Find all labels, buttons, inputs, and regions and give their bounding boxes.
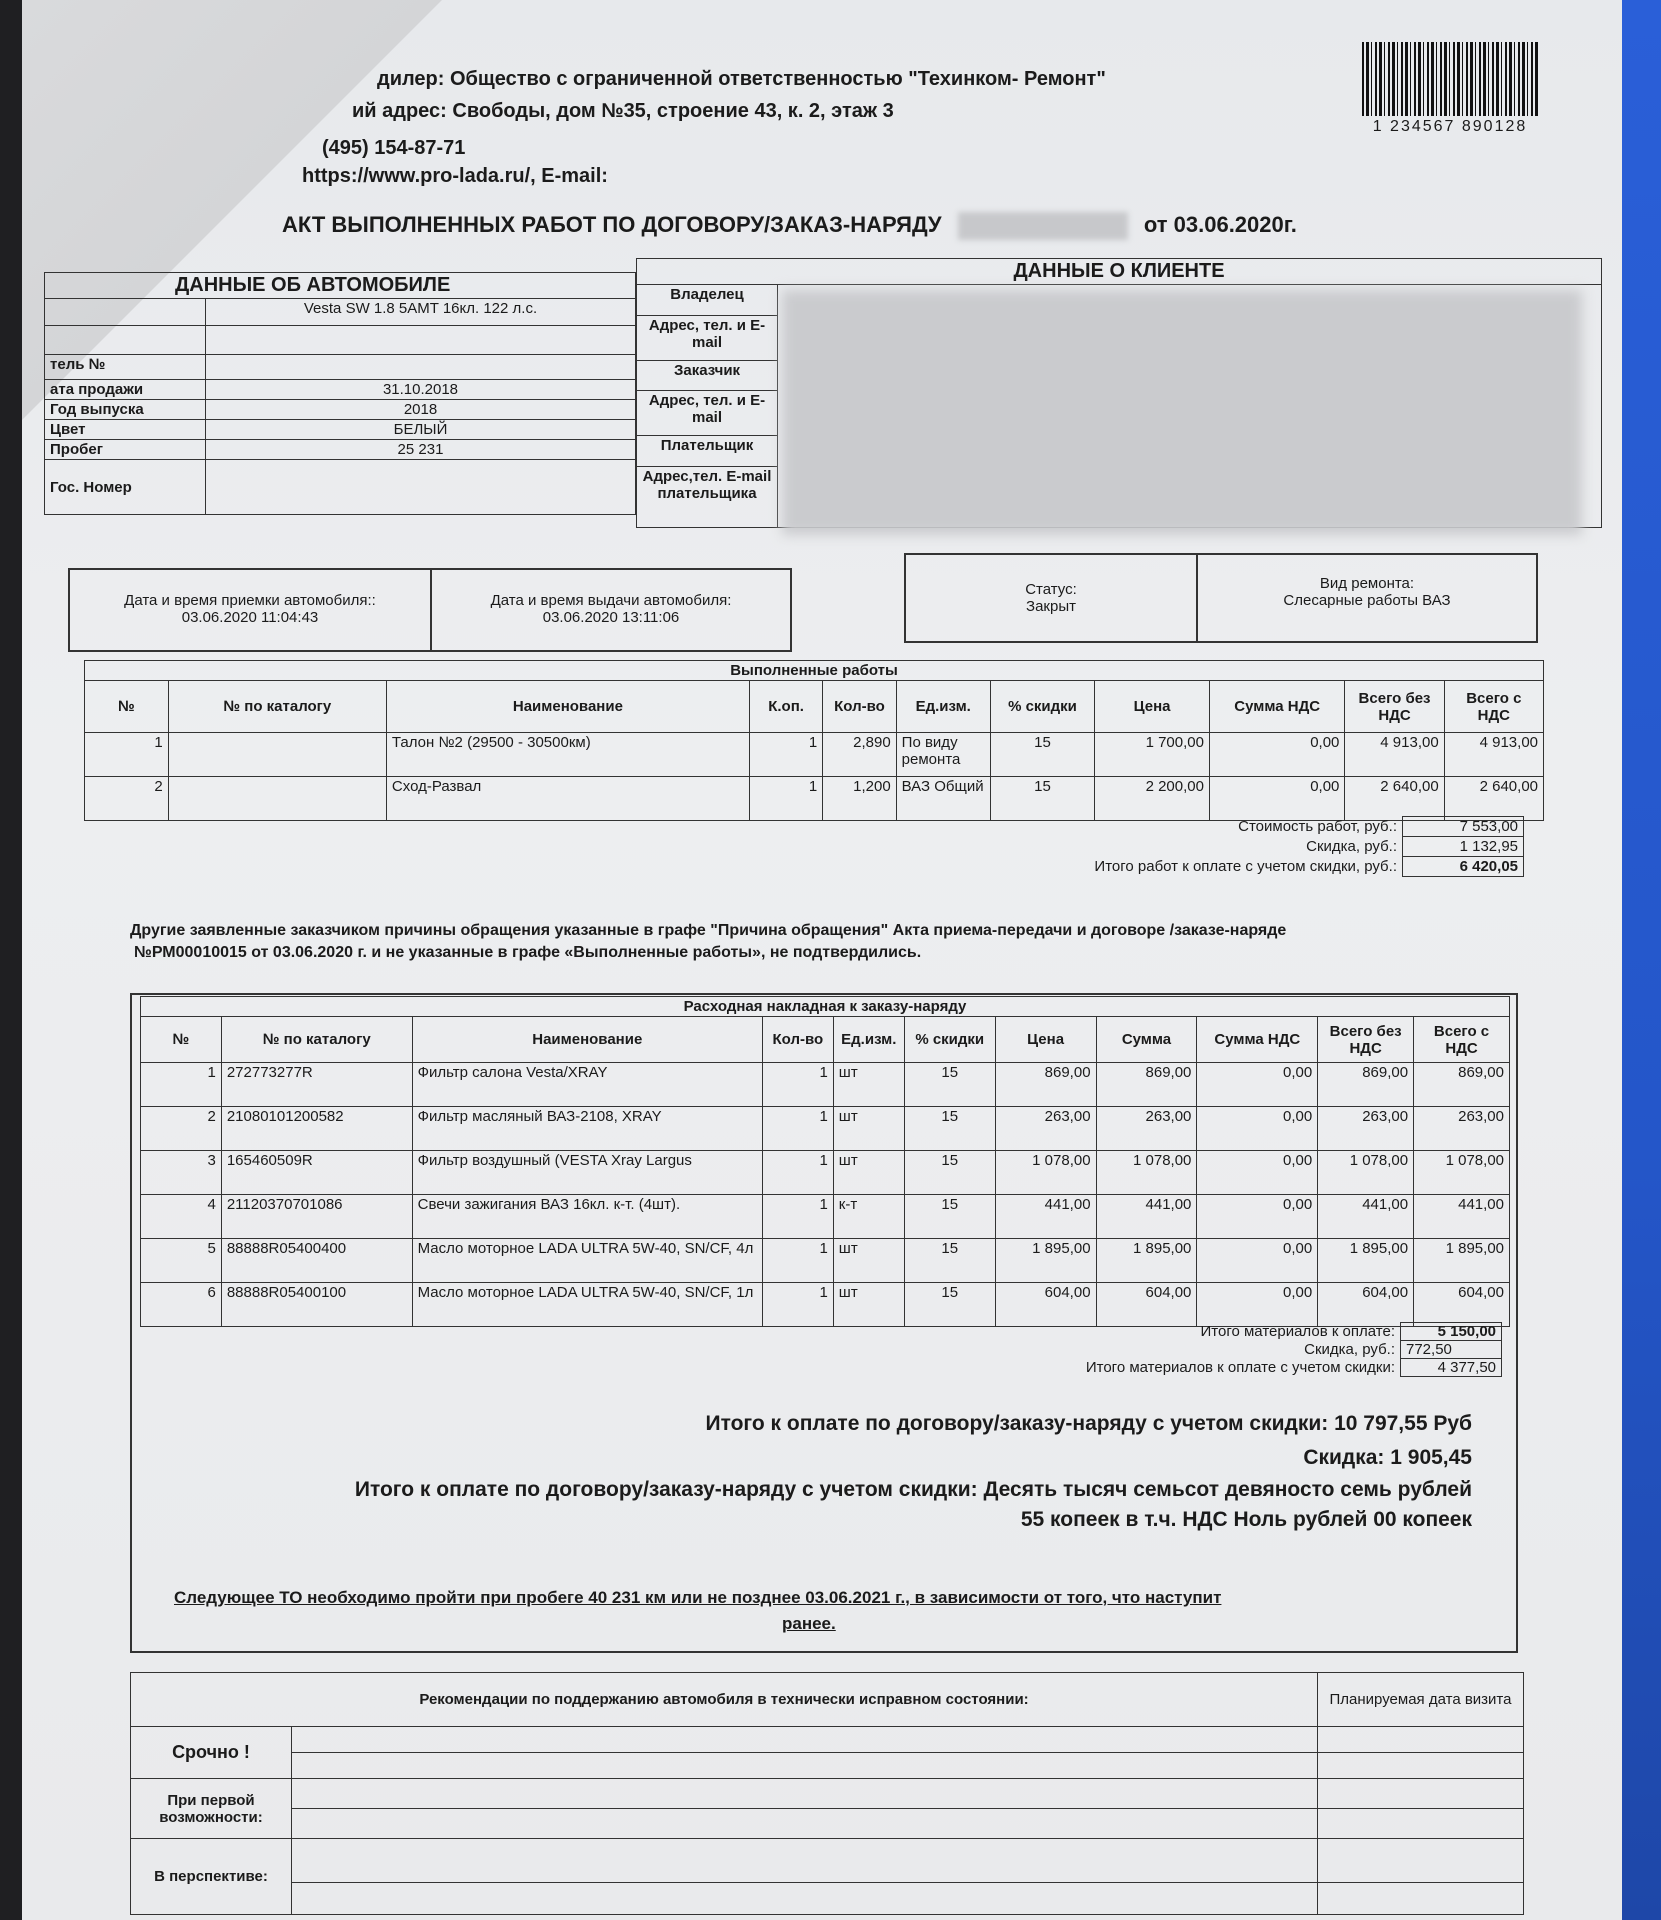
mat-cell-gross: 1 895,00 (1414, 1239, 1510, 1283)
status-label: Статус: (1025, 581, 1077, 598)
mat-cell-qty: 1 (762, 1283, 833, 1327)
works-col-vat: Сумма НДС (1209, 681, 1344, 733)
materials-rows (141, 1063, 1510, 1327)
mat-cell-vat: 0,00 (1197, 1195, 1318, 1239)
car-label-4: Пробег (45, 440, 206, 460)
car-value-0 (206, 355, 636, 380)
mat-cell-net: 441,00 (1318, 1195, 1414, 1239)
works-col-kop: К.оп. (749, 681, 822, 733)
mat-cell-disc: 15 (904, 1195, 995, 1239)
mat-cell-cat: 21120370701086 (221, 1195, 412, 1239)
mat-cell-cat: 88888R05400400 (221, 1239, 412, 1283)
title-date: от 03.06.2020г. (1143, 212, 1297, 237)
table-row: 1 Талон №2 (29500 - 30500км) 1 2,890 По виду ремонта 15 1 700,00 0,00 4 913,00 4 913,00 (85, 733, 1544, 777)
mat-col-price: Цена (995, 1017, 1096, 1063)
car-label-5: Гос. Номер (45, 460, 206, 515)
mat-col-name: Наименование (412, 1017, 762, 1063)
mat-cell-unit: шт (833, 1063, 904, 1107)
mat-cell-price: 1 895,00 (995, 1239, 1096, 1283)
mat-cell-sum: 263,00 (1096, 1107, 1197, 1151)
mat-cell-n: 2 (141, 1107, 222, 1151)
car-value-3: БЕЛЫЙ (206, 420, 636, 440)
mat-cell-net: 1 078,00 (1318, 1151, 1414, 1195)
mat-cell-price: 604,00 (995, 1283, 1096, 1327)
works-cost: 7 553,00 (1403, 817, 1524, 837)
mat-col-qty: Кол-во (762, 1017, 833, 1063)
mat-cell-qty: 1 (762, 1239, 833, 1283)
works-col-gross: Всего с НДС (1444, 681, 1543, 733)
mat-total: 5 150,00 (1401, 1323, 1502, 1341)
mat-cell-cat: 165460509R (221, 1151, 412, 1195)
mat-col-unit: Ед.изм. (833, 1017, 904, 1063)
car-value-2: 2018 (206, 400, 636, 420)
mat-cell-qty: 1 (762, 1195, 833, 1239)
mat-cell-cat: 88888R05400100 (221, 1283, 412, 1327)
mat-cell-net: 263,00 (1318, 1107, 1414, 1151)
mat-cell-name: Свечи зажигания ВАЗ 16кл. к-т. (4шт). (412, 1195, 762, 1239)
next-service-line1: Следующее ТО необходимо пройти при пробеге 40 231 км или не позднее 03.06.2021 г., в зависимости от того, что наступит (174, 1588, 1222, 1607)
materials-totals (1022, 1322, 1502, 1377)
mat-cell-vat: 0,00 (1197, 1239, 1318, 1283)
materials-header: Расходная накладная к заказу-наряду (141, 997, 1510, 1017)
works-col-unit: Ед.изм. (896, 681, 990, 733)
client-label-1: Адрес, тел. и E-mail (637, 315, 778, 360)
note-line2: №РМ00010015 от 03.06.2020 г. и не указанные в графе «Выполненные работы», не подтвердились. (134, 944, 922, 961)
mat-final: 4 377,50 (1401, 1359, 1502, 1377)
car-value-4: 25 231 (206, 440, 636, 460)
car-header: ДАННЫЕ ОБ АВТОМОБИЛЕ (45, 273, 636, 299)
car-label-2: Год выпуска (45, 400, 206, 420)
materials-table (140, 996, 1510, 1327)
works-discount: 1 132,95 (1403, 837, 1524, 857)
mat-final-label: Итого материалов к оплате с учетом скидки: (1085, 1358, 1395, 1376)
works-col-cat: № по каталогу (168, 681, 386, 733)
client-header: ДАННЫЕ О КЛИЕНТЕ (637, 259, 1602, 285)
grand-total-line3: Итого к оплате по договору/заказу-наряду с учетом скидки: Десять тысяч семьсот девяносто семь рублей (354, 1478, 1472, 1501)
recommend-future: В перспективе: (131, 1839, 292, 1915)
mat-cell-disc: 15 (904, 1239, 995, 1283)
accept-label: Дата и время приемки автомобиля:: (124, 592, 376, 609)
mat-cell-cat: 21080101200582 (221, 1107, 412, 1151)
dates-box (68, 568, 792, 652)
mat-col-gross: Всего с НДС (1414, 1017, 1510, 1063)
mat-cell-unit: шт (833, 1107, 904, 1151)
mat-col-sum: Сумма (1096, 1017, 1197, 1063)
mat-cell-n: 4 (141, 1195, 222, 1239)
mat-cell-vat: 0,00 (1197, 1107, 1318, 1151)
mat-col-cat: № по каталогу (221, 1017, 412, 1063)
client-label-4: Плательщик (637, 436, 778, 467)
works-col-price: Цена (1095, 681, 1210, 733)
mat-cell-net: 1 895,00 (1318, 1239, 1414, 1283)
mat-cell-sum: 604,00 (1096, 1283, 1197, 1327)
grand-total-line4: 55 копеек в т.ч. НДС Ноль рублей 00 копеек (1020, 1508, 1472, 1531)
mat-cell-price: 1 078,00 (995, 1151, 1096, 1195)
table-row (141, 1063, 1510, 1107)
mat-cell-sum: 1 895,00 (1096, 1239, 1197, 1283)
recommend-first: При первой возможности: (131, 1779, 292, 1839)
grand-total-line1: Итого к оплате по договору/заказу-наряду с учетом скидки: 10 797,55 Руб (705, 1412, 1472, 1435)
mat-cell-unit: к-т (833, 1195, 904, 1239)
client-label-5: Адрес,тел. E-mail плательщика (637, 467, 778, 528)
mat-cell-qty: 1 (762, 1063, 833, 1107)
client-label-3: Адрес, тел. и E-mail (637, 391, 778, 436)
redacted-client-info (782, 290, 1582, 535)
car-label-1: ата продажи (45, 380, 206, 400)
mat-cell-disc: 15 (904, 1151, 995, 1195)
works-cost-label: Стоимость работ, руб.: (1238, 817, 1397, 835)
mat-col-n: № (141, 1017, 222, 1063)
mat-cell-gross: 869,00 (1414, 1063, 1510, 1107)
works-total-label: Итого работ к оплате с учетом скидки, руб.: (1094, 857, 1397, 875)
issue-value: 03.06.2020 13:11:06 (542, 609, 680, 626)
dealer-line4: https://www.pro-lada.ru/, E-mail: (302, 165, 608, 187)
redacted-order-number (958, 212, 1128, 240)
mat-cell-name: Фильтр масляный ВАЗ-2108, XRAY (412, 1107, 762, 1151)
mat-cell-disc: 15 (904, 1063, 995, 1107)
document-title (282, 212, 1297, 240)
issue-label: Дата и время выдачи автомобиля: (490, 592, 732, 609)
table-row: 2 Сход-Развал 1 1,200 ВАЗ Общий 15 2 200,00 0,00 2 640,00 2 640,00 (85, 777, 1544, 821)
mat-cell-name: Масло моторное LADA ULTRA 5W-40, SN/CF, 1л (412, 1283, 762, 1327)
mat-cell-price: 441,00 (995, 1195, 1096, 1239)
repair-value: Слесарные работы ВАЗ (1283, 592, 1451, 609)
table-row (141, 1151, 1510, 1195)
dealer-line3: (495) 154-87-71 (322, 137, 466, 159)
mat-cell-name: Фильтр воздушный (VESTA Xray Largus (412, 1151, 762, 1195)
mat-cell-gross: 441,00 (1414, 1195, 1510, 1239)
next-service-line2: ранее. (782, 1614, 836, 1633)
barcode-bars (1362, 42, 1538, 116)
car-value-5 (206, 460, 636, 515)
document-page (22, 0, 1622, 1920)
status-value: Закрыт (1026, 598, 1076, 615)
mat-cell-name: Масло моторное LADA ULTRA 5W-40, SN/CF, 4л (412, 1239, 762, 1283)
mat-cell-n: 5 (141, 1239, 222, 1283)
mat-cell-n: 3 (141, 1151, 222, 1195)
works-table (84, 660, 1544, 821)
mat-col-vat: Сумма НДС (1197, 1017, 1318, 1063)
recommend-header: Рекомендации по поддержанию автомобиля в технически исправном состоянии: (131, 1673, 1318, 1727)
dealer-line2: ий адрес: Свободы, дом №35, строение 43, к. 2, этаж 3 (352, 100, 894, 122)
mat-cell-net: 604,00 (1318, 1283, 1414, 1327)
recommend-urgent: Срочно ! (131, 1727, 292, 1779)
mat-cell-qty: 1 (762, 1151, 833, 1195)
mat-cell-cat: 272773277R (221, 1063, 412, 1107)
works-totals (982, 816, 1524, 877)
car-model: Vesta SW 1.8 5AMT 16кл. 122 л.с. (206, 299, 636, 326)
barcode-number: 1 234567 890128 (1372, 118, 1528, 135)
mat-cell-vat: 0,00 (1197, 1283, 1318, 1327)
works-col-name: Наименование (386, 681, 749, 733)
grand-total-line2: Скидка: 1 905,45 (1303, 1446, 1472, 1469)
works-header: Выполненные работы (85, 661, 1544, 681)
client-label-2: Заказчик (637, 360, 778, 391)
works-discount-label: Скидка, руб.: (1306, 837, 1397, 855)
mat-cell-gross: 1 078,00 (1414, 1151, 1510, 1195)
repair-label: Вид ремонта: (1319, 575, 1415, 592)
mat-cell-name: Фильтр салона Vesta/XRAY (412, 1063, 762, 1107)
barcode (1362, 42, 1538, 136)
car-label-0: тель № (45, 355, 206, 380)
mat-cell-price: 263,00 (995, 1107, 1096, 1151)
works-total: 6 420,05 (1403, 857, 1524, 877)
works-col-disc: % скидки (990, 681, 1094, 733)
mat-discount: 772,50 (1401, 1341, 1502, 1359)
mat-cell-qty: 1 (762, 1107, 833, 1151)
title-main: АКТ ВЫПОЛНЕННЫХ РАБОТ ПО ДОГОВОРУ/ЗАКАЗ-НАРЯДУ (282, 212, 942, 237)
table-row (141, 1239, 1510, 1283)
car-label-3: Цвет (45, 420, 206, 440)
mat-cell-disc: 15 (904, 1283, 995, 1327)
mat-cell-n: 6 (141, 1283, 222, 1327)
mat-cell-unit: шт (833, 1283, 904, 1327)
dealer-line1: дилер: Общество с ограниченной ответственностью "Техинком- Ремонт" (377, 68, 1106, 90)
car-data-table (44, 272, 636, 515)
works-col-qty: Кол-во (823, 681, 896, 733)
mat-total-label: Итого материалов к оплате: (1200, 1322, 1395, 1340)
mat-col-disc: % скидки (904, 1017, 995, 1063)
mat-cell-vat: 0,00 (1197, 1063, 1318, 1107)
mat-cell-sum: 869,00 (1096, 1063, 1197, 1107)
works-col-net: Всего без НДС (1345, 681, 1444, 733)
table-row (141, 1283, 1510, 1327)
note-line1: Другие заявленные заказчиком причины обращения указанные в графе "Причина обращения" Акта приема-передачи и договоре /заказе-наряде (130, 922, 1287, 939)
mat-col-net: Всего без НДС (1318, 1017, 1414, 1063)
mat-cell-vat: 0,00 (1197, 1151, 1318, 1195)
table-row (141, 1107, 1510, 1151)
mat-cell-sum: 441,00 (1096, 1195, 1197, 1239)
mat-cell-unit: шт (833, 1239, 904, 1283)
mat-cell-sum: 1 078,00 (1096, 1151, 1197, 1195)
mat-cell-net: 869,00 (1318, 1063, 1414, 1107)
status-box (904, 553, 1538, 643)
recommendations-table (130, 1672, 1524, 1915)
mat-cell-gross: 263,00 (1414, 1107, 1510, 1151)
mat-cell-price: 869,00 (995, 1063, 1096, 1107)
mat-cell-gross: 604,00 (1414, 1283, 1510, 1327)
table-row (141, 1195, 1510, 1239)
accept-value: 03.06.2020 11:04:43 (181, 609, 319, 626)
mat-cell-unit: шт (833, 1151, 904, 1195)
car-value-1: 31.10.2018 (206, 380, 636, 400)
recommend-date-header: Планируемая дата визита (1318, 1673, 1524, 1727)
works-col-n: № (85, 681, 169, 733)
mat-cell-n: 1 (141, 1063, 222, 1107)
client-label-0: Владелец (637, 285, 778, 316)
mat-discount-label: Скидка, руб.: (1304, 1340, 1395, 1358)
mat-cell-disc: 15 (904, 1107, 995, 1151)
